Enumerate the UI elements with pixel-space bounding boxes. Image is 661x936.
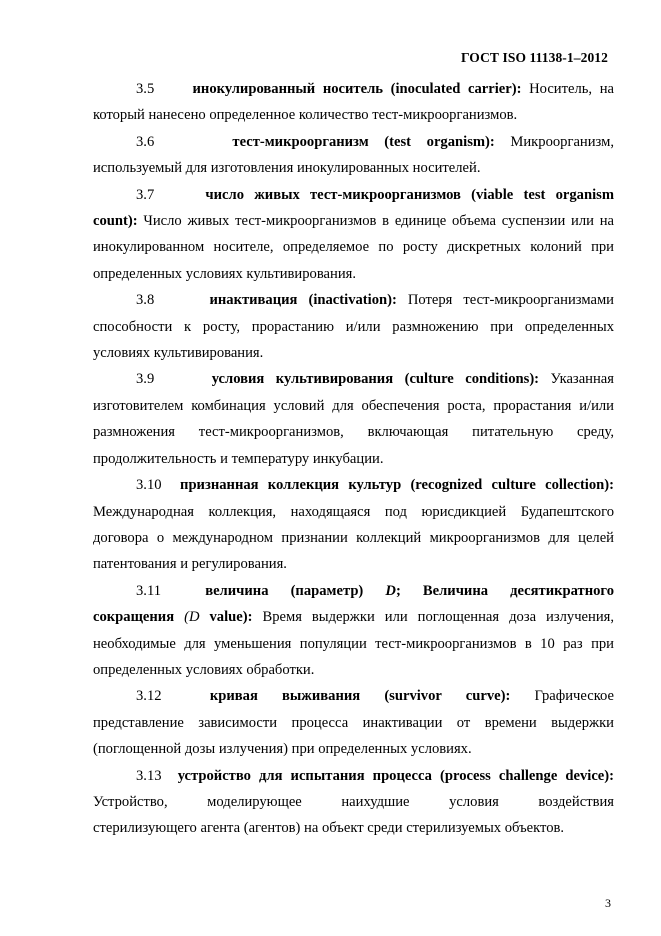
- term-3-11: [93, 578, 614, 684]
- term-definition-start: Микроорганизм,: [494, 133, 614, 150]
- term-number: 3.13: [136, 767, 162, 784]
- term-number: 3.12: [136, 688, 162, 705]
- term-3-7: [93, 182, 614, 288]
- term-3-6: [93, 129, 614, 182]
- term-definition: Время выдержки или поглощенная доза излучения, необходимые для уменьшения популяции тест-микроорганизмов в 10 раз при определенных условиях обработки.: [93, 609, 614, 678]
- document-body: [93, 76, 614, 842]
- term-name: величина (параметр): [205, 582, 386, 599]
- term-name-continued: count):: [93, 213, 138, 230]
- term-number: 3.10: [136, 477, 162, 494]
- term-definition: используемый для изготовления инокулированных носителей.: [93, 160, 481, 177]
- term-3-9: [93, 366, 614, 472]
- term-definition: представление зависимости процесса инактивации от времени выдержки (поглощенной дозы излучения) при определенных условиях.: [93, 714, 614, 758]
- term-name: инокулированный носитель (inoculated carrier):: [192, 81, 522, 97]
- page-number: 3: [605, 896, 611, 910]
- term-number: 3.7: [136, 186, 155, 203]
- term-symbol-italic: D: [188, 609, 200, 626]
- term-definition: изготовителем комбинация условий для обеспечения роста, прорастания и/или размножения тест-микроорганизмов, включающая питательную среду, продолжительность и температуру инкубации.: [93, 397, 614, 467]
- term-definition-start: Указанная: [539, 371, 614, 388]
- term-definition: способности к росту, прорастанию и/или размножению при определенных условиях культивирования.: [93, 318, 614, 362]
- term-definition-start: Носитель, на: [521, 81, 615, 97]
- term-number: 3.6: [136, 133, 155, 150]
- term-definition: стерилизующего агента (агентов) на объект среди стерилизуемых объектов.: [93, 820, 565, 837]
- term-symbol: D: [385, 582, 396, 599]
- term-number: 3.11: [136, 582, 161, 599]
- term-name: признанная коллекция культур (recognized culture collection):: [180, 477, 614, 494]
- term-name-english: value):: [199, 609, 253, 626]
- term-name: инактивация (inactivation):: [209, 292, 397, 309]
- term-number: 3.9: [136, 371, 155, 388]
- term-name: устройство для испытания процесса (process challenge device):: [177, 767, 614, 784]
- term-definition-start: Потеря тест-микроорганизмами: [396, 292, 614, 309]
- term-name-alt: ; Величина десятикратного: [395, 582, 614, 599]
- term-number: 3.5: [136, 81, 155, 97]
- term-3-12: [93, 683, 614, 762]
- term-paren: (: [174, 609, 189, 626]
- term-definition: который нанесено определенное количество тест-микроорганизмов.: [93, 107, 518, 124]
- term-definition-start: Графическое: [510, 688, 615, 705]
- term-3-5: [93, 76, 614, 129]
- term-number: 3.8: [136, 292, 155, 309]
- term-name-continued: сокращения: [93, 609, 175, 626]
- term-3-8: [93, 287, 614, 366]
- term-definition-start: Устройство, моделирующее наихудшие условия воздействия: [93, 793, 614, 810]
- term-name: условия культивирования (culture conditions):: [211, 371, 540, 388]
- term-3-13: [93, 763, 614, 842]
- term-name: тест-микроорганизм (test organism):: [232, 133, 495, 150]
- term-name: кривая выживания (survivor curve):: [209, 688, 511, 705]
- document-code: ГОСТ ISO 11138-1–2012: [460, 50, 608, 65]
- term-3-10: [93, 472, 614, 578]
- term-definition: Международная коллекция, находящаяся под юрисдикцией Будапештского договора о международном признании коллекций микроорганизмов для целей патентования и регулирования.: [93, 503, 614, 573]
- term-name: число живых тест-микроорганизмов (viable test organism: [205, 186, 614, 203]
- term-definition: Число живых тест-микроорганизмов в единице объема суспензии или на инокулированном носителе, определяемое по росту дискретных колоний при определенных условиях культивирования.: [93, 213, 614, 282]
